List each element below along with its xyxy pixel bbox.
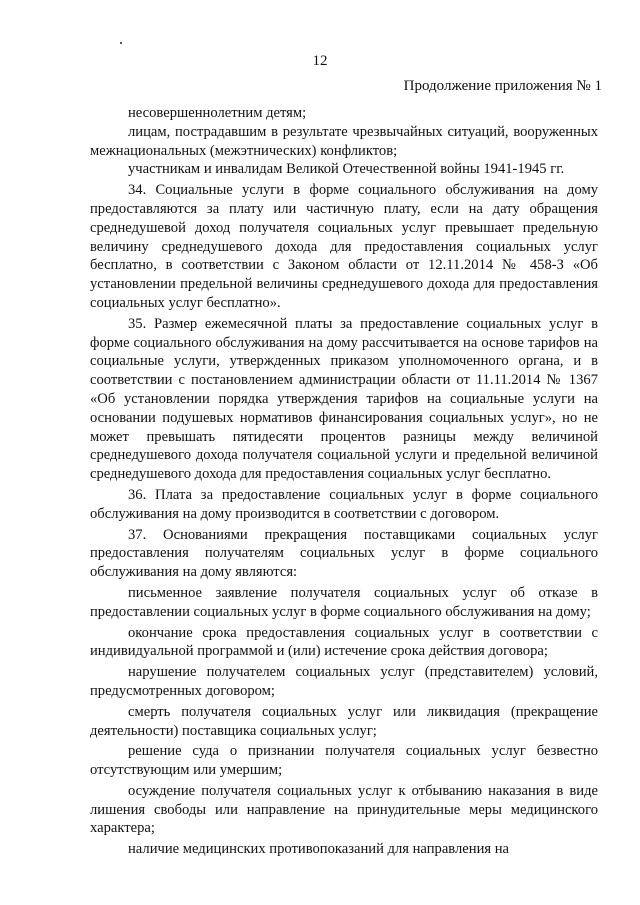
- paragraph: лицам, пострадавшим в результате чрезвычайных ситуаций, вооруженных межнациональных (межэтнических) конфликтов;: [90, 123, 598, 159]
- appendix-continuation-note: Продолжение приложения № 1: [403, 78, 602, 94]
- list-item: смерть получателя социальных услуг или ликвидация (прекращение деятельности) поставщика социальных услуг;: [90, 703, 598, 739]
- paragraph: несовершеннолетним детям;: [128, 105, 307, 121]
- paragraph-37: 37. Основаниями прекращения поставщиками социальных услуг предоставления получателям социальных услуг в форме социального обслуживания на дому являются:: [90, 526, 598, 581]
- list-item: письменное заявление получателя социальных услуг об отказе в предоставлении социальных услуг в форме социального обслуживания на дому;: [90, 584, 598, 620]
- document-body: [90, 104, 598, 859]
- list-item: осуждение получателя социальных услуг к отбыванию наказания в виде лишения свободы или направление на принудительные меры медицинского характера;: [90, 782, 598, 837]
- paragraph-35: 35. Размер ежемесячной платы за предоставление социальных услуг в форме социального обслуживания на дому рассчитывается на основе тарифов на социальные услуги, утвержденных приказом уполномоченного органа, и в соответствии с постановлением администрации области от 11.11.2014 № 1367 «Об установлении порядка утверждения тарифов на социальные услуги на основании подушевых нормативов финансирования социальных услуг», но не может превышать пятидесяти процентов разницы между величиной среднедушевого дохода получателя социальной услуги и предельной величиной среднедушевого дохода для предоставления социальных услуг бесплатно.: [90, 315, 598, 483]
- scan-speck: [120, 42, 122, 44]
- list-item: окончание срока предоставления социальных услуг в соответствии с индивидуальной программой и (или) истечение срока действия договора;: [90, 624, 598, 660]
- paragraph-34: 34. Социальные услуги в форме социального обслуживания на дому предоставляются за плату или частичную плату, если на дату обращения среднедушевой доход получателя социальных услуг превышает предельную величину среднедушевого дохода для предоставления социальных услуг бесплатно, в соответствии с Законом области от 12.11.2014 № 458-З «Об установлении предельной величины среднедушевого дохода для предоставления социальных услуг бесплатно».: [90, 182, 598, 311]
- list-item: нарушение получателем социальных услуг (представителем) условий, предусмотренных договором;: [90, 664, 598, 699]
- paragraph: участникам и инвалидам Великой Отечественной войны 1941-1945 гг.: [128, 161, 565, 178]
- page-number: 12: [312, 53, 328, 69]
- list-item: решение суда о признании получателя социальных услуг безвестно отсутствующим или умершим;: [90, 743, 598, 779]
- paragraph-36: 36. Плата за предоставление социальных услуг в форме социального обслуживания на дому производится в соответствии с договором.: [90, 486, 598, 522]
- list-item: наличие медицинских противопоказаний для направления на: [128, 841, 510, 858]
